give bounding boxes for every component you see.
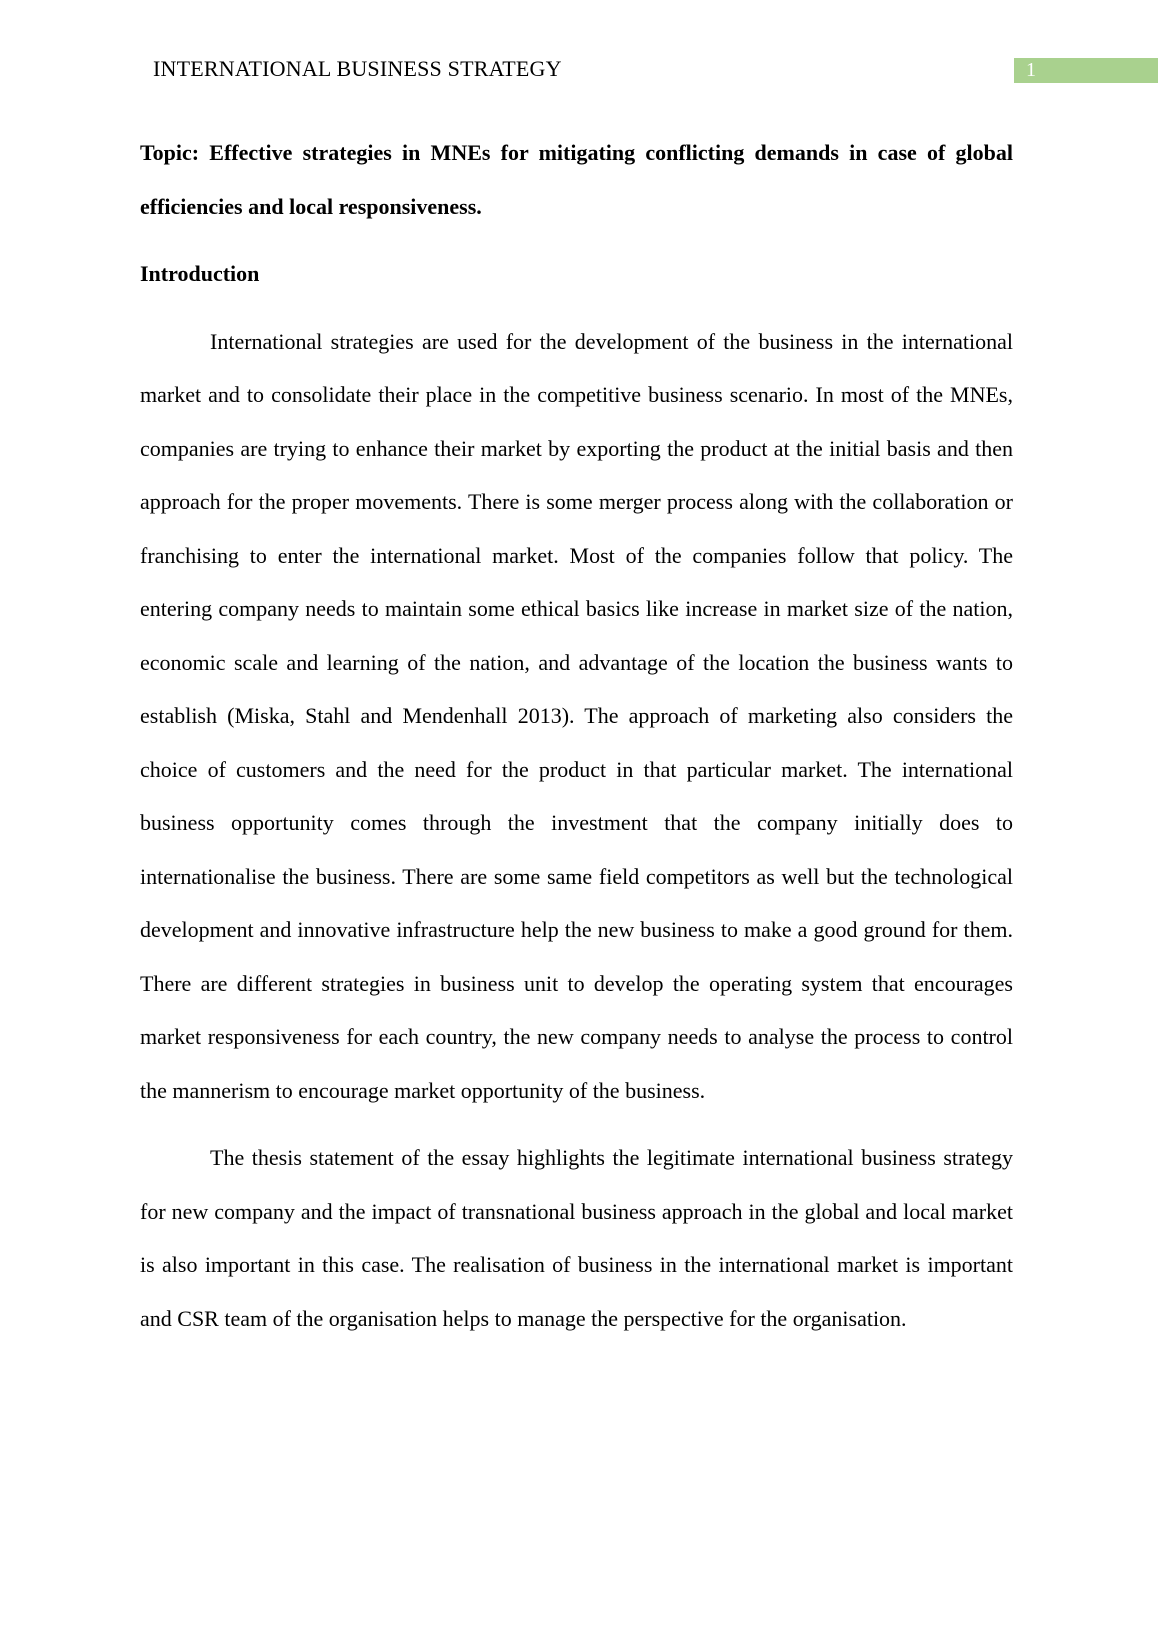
running-header-title: INTERNATIONAL BUSINESS STRATEGY [153,56,562,81]
section-heading-introduction: Introduction [140,261,260,286]
body-paragraph: The thesis statement of the essay highlights the legitimate international business strategy for new company and the impact of transnational business approach in the global and local market is also important in this case. The realisation of business in the international market is important and CSR team of the organisation helps to manage the perspective for the organisation. [140,1145,1013,1331]
page-number: 1 [1014,58,1158,83]
body-paragraph: International strategies are used for the development of the business in the international market and to consolidate their place in the competitive business scenario. In most of the MNEs, companies are trying to enhance their market by exporting the product at the initial basis and then approach for the proper movements. There is some merger process along with the collaboration or franchising to enter the international market. Most of the companies follow that policy. The entering company needs to maintain some ethical basics like increase in market size of the nation, economic scale and learning of the nation, and advantage of the location the business wants to establish (Miska, Stahl and Mendenhall 2013). The approach of marketing also considers the choice of customers and the need for the product in that particular market. The international business opportunity comes through the investment that the company initially does to internationalise the business. There are some same field competitors as well but the technological development and innovative infrastructure help the new business to make a good ground for them. There are different strategies in business unit to develop the operating system that encourages market responsiveness for each country, the new company needs to analyse the process to control the mannerism to encourage market opportunity of the business. [140,328,1013,1103]
document-body [140,126,1013,1345]
essay-topic: Topic: Effective strategies in MNEs for mitigating conflicting demands in case of global efficiencies and local responsiveness. [140,140,1013,219]
